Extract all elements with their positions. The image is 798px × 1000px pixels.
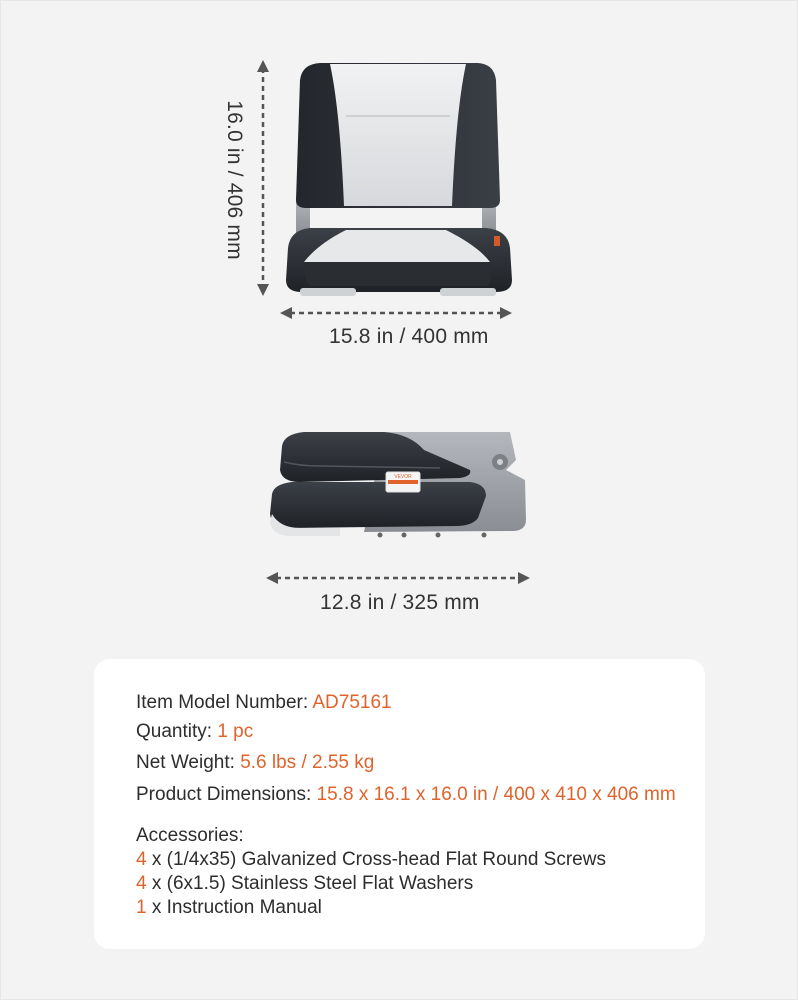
product-dimensions-row (136, 784, 676, 806)
depth-dimension-label: 12.8 in / 325 mm (320, 591, 480, 614)
seat-folded-view (270, 432, 526, 538)
height-dimension-arrow (257, 60, 269, 296)
quantity-label: Quantity: (136, 721, 213, 742)
quantity-row (136, 721, 253, 743)
quantity-value: 1 pc (217, 721, 254, 742)
net-weight-value: 5.6 lbs / 2.55 kg (240, 752, 375, 773)
accessory-quantity: 1 (136, 897, 147, 918)
net-weight-row (136, 752, 374, 774)
height-dimension-label: 16.0 in / 406 mm (223, 100, 246, 260)
brand-tag-text: VEVOR (394, 474, 412, 480)
accessories-title: Accessories: (136, 825, 244, 846)
model-number-row (136, 692, 392, 714)
depth-dimension-arrow (266, 572, 530, 584)
accessory-item (136, 873, 473, 895)
model-number-value: AD75161 (312, 692, 392, 713)
accessory-item (136, 849, 606, 871)
seat-front-view (286, 63, 512, 296)
specifications-card (94, 659, 705, 949)
width-dimension-arrow (280, 307, 512, 319)
product-dimensions-label: Product Dimensions: (136, 784, 312, 805)
accessory-description: x (6x1.5) Stainless Steel Flat Washers (151, 873, 474, 894)
accessory-quantity: 4 (136, 849, 147, 870)
model-number-label: Item Model Number: (136, 692, 309, 713)
accessory-item (136, 897, 322, 919)
width-dimension-label: 15.8 in / 400 mm (329, 325, 489, 348)
product-dimensions-value: 15.8 x 16.1 x 16.0 in / 400 x 410 x 406 mm (316, 784, 676, 805)
accessory-description: x Instruction Manual (151, 897, 322, 918)
accessory-quantity: 4 (136, 873, 147, 894)
accessory-description: x (1/4x35) Galvanized Cross-head Flat Round Screws (151, 849, 606, 870)
net-weight-label: Net Weight: (136, 752, 235, 773)
